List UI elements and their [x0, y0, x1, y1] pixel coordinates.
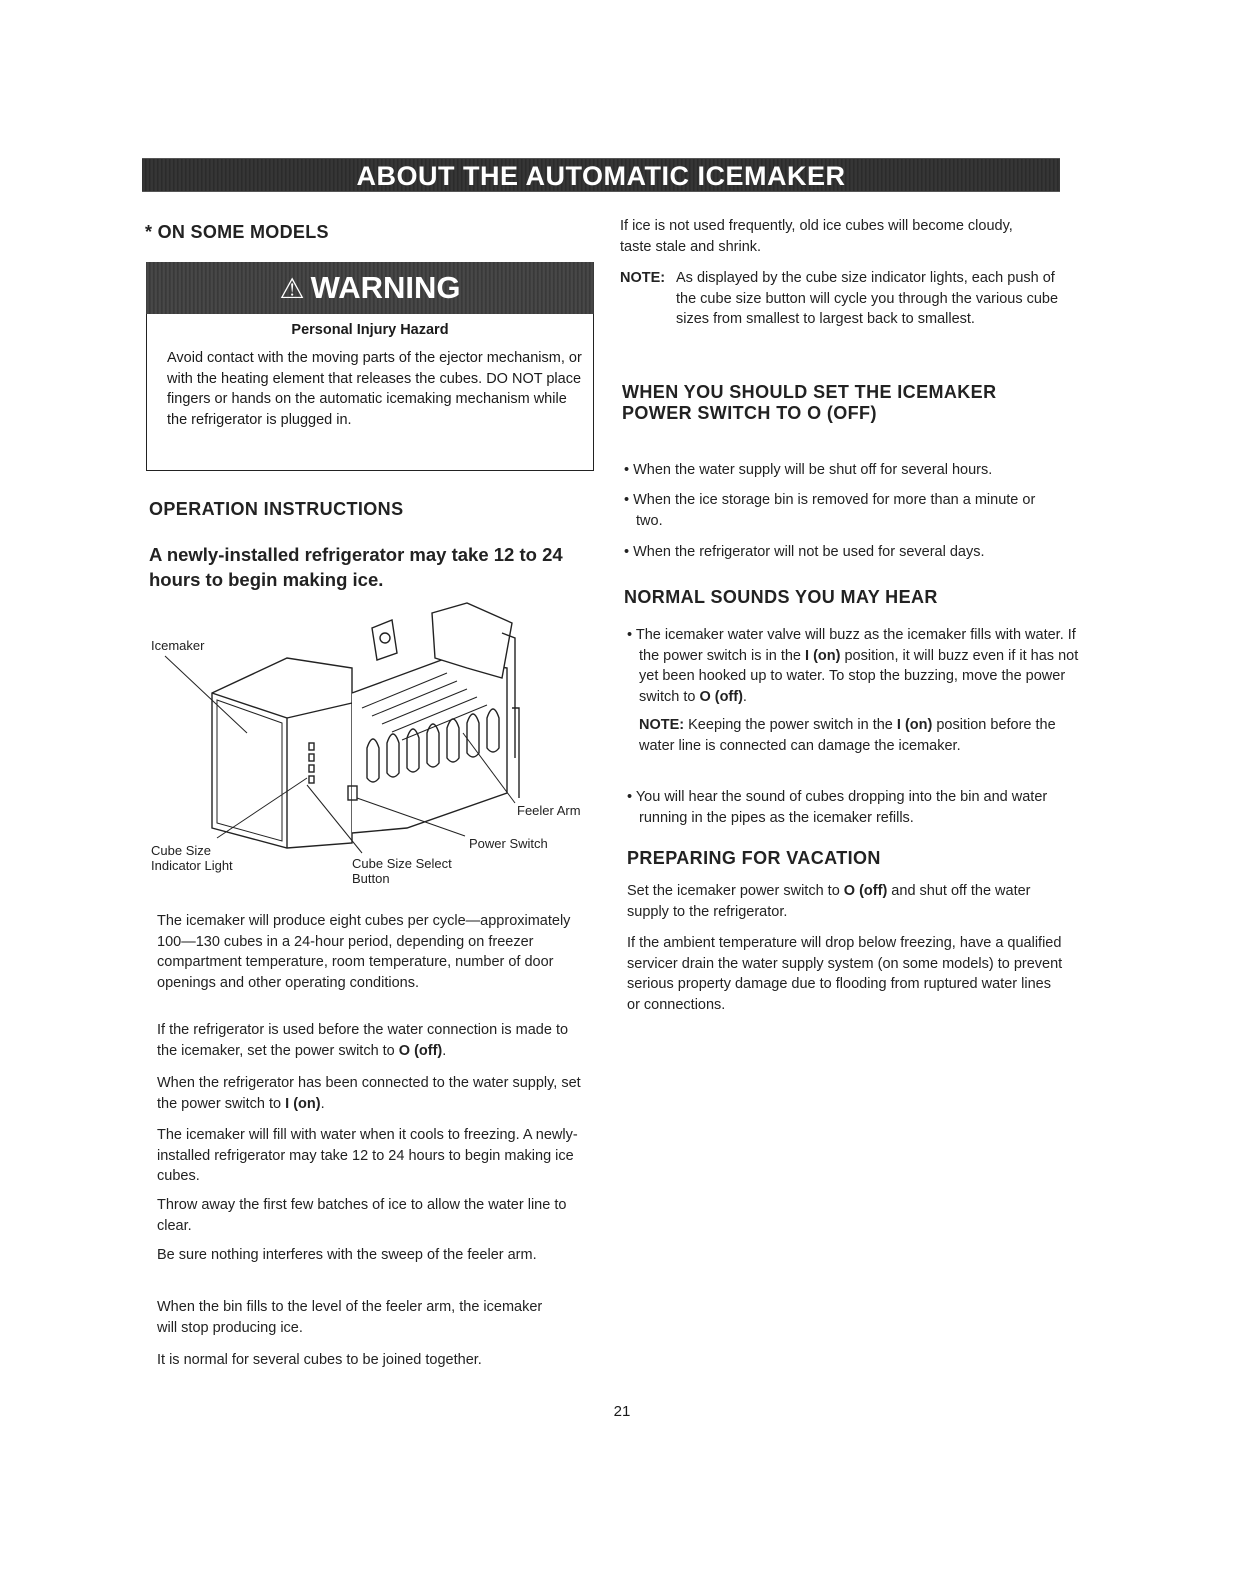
when-heading: WHEN YOU SHOULD SET THE ICEMAKER POWER SWITCH TO O (OFF) [622, 382, 997, 423]
label-power-switch: Power Switch [469, 836, 548, 851]
section-banner [142, 158, 1060, 192]
v1-text-c: and shut off the water supply to the refrigerator. [627, 883, 1031, 920]
warning-title: WARNING [310, 270, 461, 305]
label-cube-size-indicator: Cube Size Indicator Light [151, 843, 233, 873]
paragraph-throw-away: Throw away the first few batches of ice to allow the water line to clear. [157, 1197, 567, 1234]
paragraph-feeler-sweep: Be sure nothing interferes with the sweep of the feeler arm. [157, 1247, 537, 1263]
p2-end: . [442, 1042, 447, 1059]
label-icemaker: Icemaker [151, 638, 205, 653]
note2-state-on: I (on) [896, 717, 933, 733]
paragraph-before-connection [157, 1020, 587, 1061]
page-number: 21 [613, 1403, 631, 1420]
operation-instructions-heading: OPERATION INSTRUCTIONS [149, 499, 404, 519]
p2-switch-state: O (off) [398, 1042, 443, 1059]
sounds-bullet-2: • You will hear the sound of cubes dropping into the bin and water running in the pipes as the icemaker refills. [627, 789, 1048, 826]
paragraph-fill-water: The icemaker will fill with water when it cools to freezing. A newly-installed refrigerator may take 12 to 24 hours to begin making ice cubes. [157, 1127, 578, 1184]
when-bullet-1: • When the water supply will be shut off for several hours. [624, 462, 993, 478]
icemaker-diagram [147, 598, 607, 898]
normal-sounds-heading: NORMAL SOUNDS YOU MAY HEAR [624, 587, 938, 607]
note2-text-a: Keeping the power switch in the [684, 717, 897, 733]
paragraph-old-ice: If ice is not used frequently, old ice cubes will become cloudy, taste stale and shrink. [620, 218, 1013, 255]
banner-title: ABOUT THE AUTOMATIC ICEMAKER [356, 161, 846, 191]
label-feeler-arm: Feeler Arm [517, 803, 581, 818]
on-some-models-note: * ON SOME MODELS [145, 222, 329, 242]
paragraph-bin-fills: When the bin fills to the level of the feeler arm, the icemaker will stop producing ice. [157, 1299, 543, 1336]
p2-text: If the refrigerator is used before the water connection is made to the icemaker, set the power switch to [157, 1022, 569, 1059]
warning-triangle-icon: ⚠ [279, 273, 305, 304]
paragraph-cube-production: The icemaker will produce eight cubes per cycle—approximately 100—130 cubes in a 24-hour period, depending on freezer compartment temperature, room temperature, number of door openings and other operating conditions. [157, 913, 571, 991]
paragraph-after-connection [157, 1073, 582, 1114]
warning-subtitle: Personal Injury Hazard [291, 322, 449, 338]
p3-end: . [320, 1095, 325, 1112]
when-bullet-2: • When the ice storage bin is removed for more than a minute or two. [624, 492, 1036, 529]
warning-box [146, 262, 594, 471]
note2-text-c: position before the water line is connected can damage the icemaker. [639, 717, 1056, 754]
s1-state-off: O (off) [699, 688, 743, 705]
paragraph-freezing-drain: If the ambient temperature will drop below freezing, have a qualified servicer drain the water supply system (on some models) to prevent serious property damage due to flooding from ruptured water lines or connections. [627, 935, 1063, 1013]
note-power-switch [639, 715, 1059, 756]
s1-text-a: • The icemaker water valve will buzz as the icemaker fills with water. If the power switch is in the [627, 627, 1076, 664]
lead-statement: A newly-installed refrigerator may take 12 to 24 hours to begin making ice. [149, 544, 563, 590]
label-cube-size-select: Cube Size Select Button [352, 856, 452, 886]
v1-text-a: Set the icemaker power switch to [627, 883, 844, 899]
warning-header [146, 262, 594, 314]
paragraph-cubes-joined: It is normal for several cubes to be joined together. [157, 1352, 482, 1368]
paragraph-vacation-switch [627, 881, 1067, 922]
note-label: NOTE: [620, 270, 666, 286]
v1-state-off: O (off) [843, 883, 888, 899]
when-bullet-3: • When the refrigerator will not be used for several days. [624, 544, 985, 560]
sounds-bullet-1 [627, 625, 1079, 707]
s1-text-c: position, it will buzz even if it has not yet been hooked up to water. To stop the buzzing, move the power switch to [639, 647, 1079, 705]
preparing-vacation-heading: PREPARING FOR VACATION [627, 848, 881, 868]
warning-title-row [146, 270, 594, 306]
p3-text: When the refrigerator has been connected to the water supply, set the power switch to [157, 1075, 581, 1112]
warning-text: Avoid contact with the moving parts of the ejector mechanism, or with the heating element that releases the cubes. DO NOT place fingers or hands on the automatic icemaking mechanism while the refrigerator is plugged in. [167, 350, 582, 428]
s1-end: . [742, 688, 747, 705]
note-cube-size-text: As displayed by the cube size indicator lights, each push of the cube size button will cycle you through the various cube sizes from smallest to largest back to smallest. [676, 270, 1059, 327]
note2-label: NOTE: [639, 717, 685, 733]
note-cube-size [620, 268, 1070, 327]
s1-state-on: I (on) [805, 647, 841, 664]
p3-switch-state: I (on) [285, 1095, 321, 1112]
